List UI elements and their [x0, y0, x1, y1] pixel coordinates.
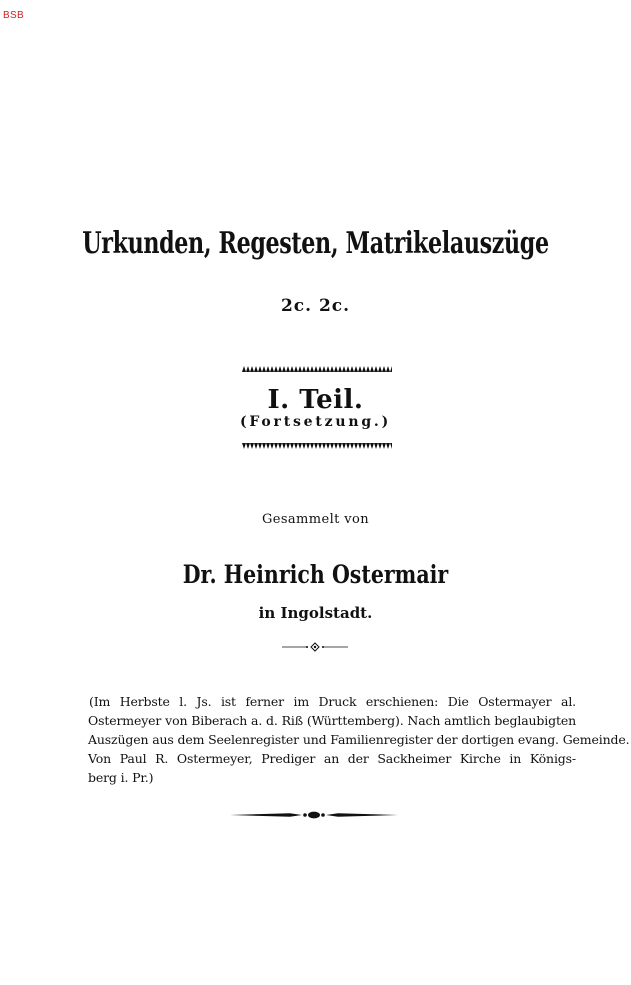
note-line: Ostermeyer von Biberach a. d. Riß (Württemberg). Nach amtlich beglaubigten: [88, 713, 576, 728]
ornament-bottom-border-icon: [242, 443, 392, 449]
note-line: (Im Herbste l. Js. ist ferner im Druck erschienen: Die Ostermayer al.: [89, 694, 576, 709]
library-watermark: BSB: [3, 10, 24, 21]
small-divider-ornament-icon: [280, 642, 350, 652]
author-name: Dr. Heinrich Ostermair: [182, 560, 449, 589]
publication-note: [88, 692, 630, 787]
author-place: in Ingolstadt.: [258, 604, 373, 622]
end-divider-ornament-icon: [230, 810, 398, 820]
part-heading: I. Teil.: [267, 385, 364, 415]
note-line: Von Paul R. Ostermeyer, Prediger an der Sackheimer Kirche in Königs-: [88, 751, 576, 766]
note-line: berg i. Pr.): [88, 770, 154, 785]
continuation-label: (Fortsetzung.): [239, 414, 392, 430]
title-etc: 2c. 2c.: [280, 296, 351, 316]
ornament-top-border-icon: [242, 366, 392, 372]
page-title: Urkunden, Regesten, Matrikelauszüge: [82, 226, 549, 261]
collected-by-label: Gesammelt von: [261, 512, 370, 527]
note-line: Auszügen aus dem Seelenregister und Familienregister der dortigen evang. Gemeinde.: [88, 732, 630, 747]
